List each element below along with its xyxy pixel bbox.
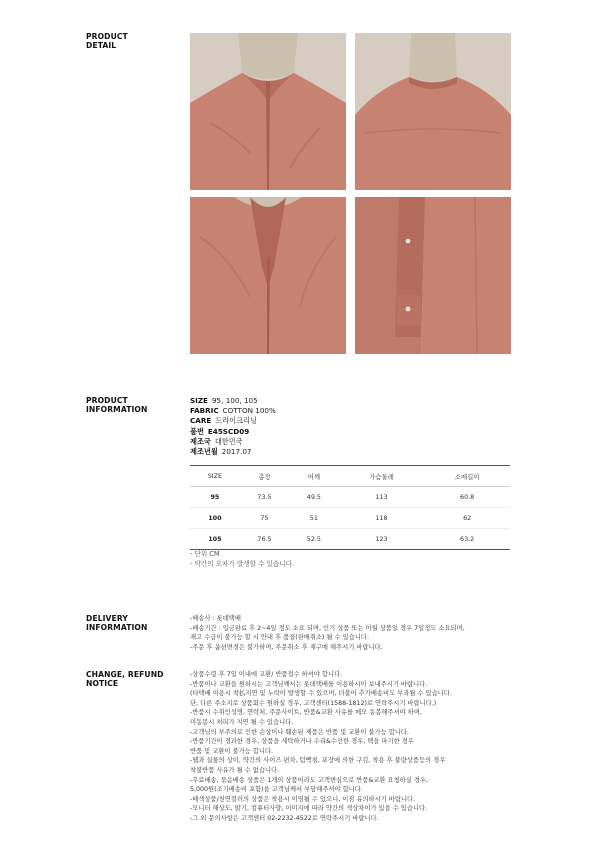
table-cell: 51	[289, 508, 338, 529]
table-cell: 100	[190, 508, 240, 529]
size-notes	[190, 549, 294, 570]
refund-line: -무료배송, 묶음배송 상품은 1개의 상품이라도 고객변심으로 반품&교환 요청하실 경우,	[190, 776, 429, 784]
spec-size: SIZE 95, 100, 105	[190, 396, 258, 405]
photo-placket	[190, 197, 346, 354]
table-header-row	[190, 466, 510, 487]
delivery-line: -주문 후 옵션변경은 불가하며, 주문취소 후 재구매 해주시기 바랍니다.	[190, 643, 383, 651]
refund-line: -고객님의 부주의로 인한 손상이나 훼손된 제품은 반품 및 교환이 불가능 합니다.	[190, 728, 409, 736]
refund-line: -그 외 문의사항은 고객센터 02-2232-4522로 연락주시기 바랍니다.	[190, 814, 379, 822]
table-cell: 60.8	[424, 487, 510, 508]
refund-line: -웹과 실물의 상이, 약간의 사이즈 편차, 텀빡침, 포장에 의한 구김, 착용 후 불량상품등의 경우	[190, 757, 446, 765]
refund-line: 단, 다른 주소지로 상품회수 원하실 경우, 고객센터(1588-1812)로 연락주시기 바랍니다.)	[190, 699, 437, 707]
refund-line: 5,000원(조기배송비 포함)을 고객님께서 부담해주셔야 합니다.	[190, 786, 363, 794]
note-unit: - 단위 CM	[190, 550, 220, 558]
table-header: SIZE	[190, 466, 240, 487]
delivery-information-heading: DELIVERY INFORMATION	[86, 614, 148, 633]
spec-manufactured: 제조년월 2017.07	[190, 447, 252, 457]
table-cell: 75	[240, 508, 289, 529]
refund-line: (타택배 이용시 착払지연 및 누락이 발생할 수 있으며, 더불어 추가배송비도 부과될 수 있습니다.	[190, 690, 452, 698]
table-cell: 76.5	[240, 529, 289, 550]
table-header: 어깨	[289, 466, 338, 487]
refund-line: 착불반품 사유가 될 수 없습니다.	[190, 766, 280, 774]
table-row	[190, 529, 510, 550]
table-cell: 105	[190, 529, 240, 550]
table-row	[190, 487, 510, 508]
change-refund-text	[190, 670, 452, 824]
table-cell: 52.5	[289, 529, 338, 550]
refund-line: -반품기간이 경과한 경우, 상품을 세탁하거나 수리&수선한 경우, 택을 파기한 경우	[190, 738, 414, 746]
refund-line: -상품수령 후 7일 이내에 교환/ 반품접수 하셔야 합니다.	[190, 671, 343, 678]
delivery-line: 재고 수급이 불가능 할 시 안내 후 품절(판매취소) 될 수 있습니다.	[190, 634, 370, 642]
refund-line: -모니터 해상도, 밝기, 컴퓨터사양, 이미지에 따라 약간의 색상차이가 있을 수 있습니다.	[190, 805, 428, 813]
product-information-heading: PRODUCT INFORMATION	[86, 396, 148, 415]
delivery-line: -배송사 : 롯데택배	[190, 615, 241, 622]
refund-line: -반품시 수취인성명, 연락처, 주문사이트, 반품&교환 사유를 메모 동봉해주셔야 하며,	[190, 709, 422, 717]
product-detail-heading: PRODUCT DETAIL	[86, 32, 128, 51]
spec-list	[190, 396, 276, 457]
spec-product-code: 품번 E45SCD09	[190, 426, 250, 436]
spec-care: CARE 드라이크리닝	[190, 416, 257, 426]
refund-line: -배색상품/천연컬러의 상품은 착용시 이염될 수 있으니, 이점 유의하시기 바랍니다.	[190, 795, 416, 803]
spec-country: 제조국 대한민국	[190, 436, 243, 446]
photo-sleeve-cuff	[355, 197, 511, 354]
table-cell: 123	[339, 529, 425, 550]
note-tolerance: - 약간의 오차가 발생할 수 있습니다.	[190, 560, 295, 569]
table-row	[190, 508, 510, 529]
table-cell: 113	[339, 487, 425, 508]
table-cell: 73.5	[240, 487, 289, 508]
delivery-line: -배송기간 : 입금완료 후 2~4일 정도 소요 되며, 인기 상품 또는 이월 상품일 경우 7일정도 소요되며,	[190, 624, 465, 632]
table-cell: 95	[190, 487, 240, 508]
table-cell: 62	[424, 508, 510, 529]
refund-line: 반품 및 교환이 불가능 합니다.	[190, 747, 274, 755]
table-header: 가슴둘레	[339, 466, 425, 487]
delivery-text	[190, 614, 465, 652]
change-refund-heading: CHANGE, REFUND NOTICE	[86, 670, 164, 689]
table-cell: 49.5	[289, 487, 338, 508]
table-cell: 118	[339, 508, 425, 529]
table-header: 총장	[240, 466, 289, 487]
spec-fabric: FABRIC COTTON 100%	[190, 406, 276, 416]
photo-back-shoulder	[355, 33, 511, 190]
table-cell: 63.2	[424, 529, 510, 550]
refund-line: 미동봉시 처리가 지연 될 수 있습니다.	[190, 718, 294, 726]
table-header: 소매길이	[424, 466, 510, 487]
refund-line: -반품이나 교환을 원하시는 고객님께서는 롯데택배를 이용하시어 보내주시기 바랍니다.	[190, 680, 428, 688]
photo-collar-front	[190, 33, 346, 190]
size-table	[190, 465, 510, 550]
